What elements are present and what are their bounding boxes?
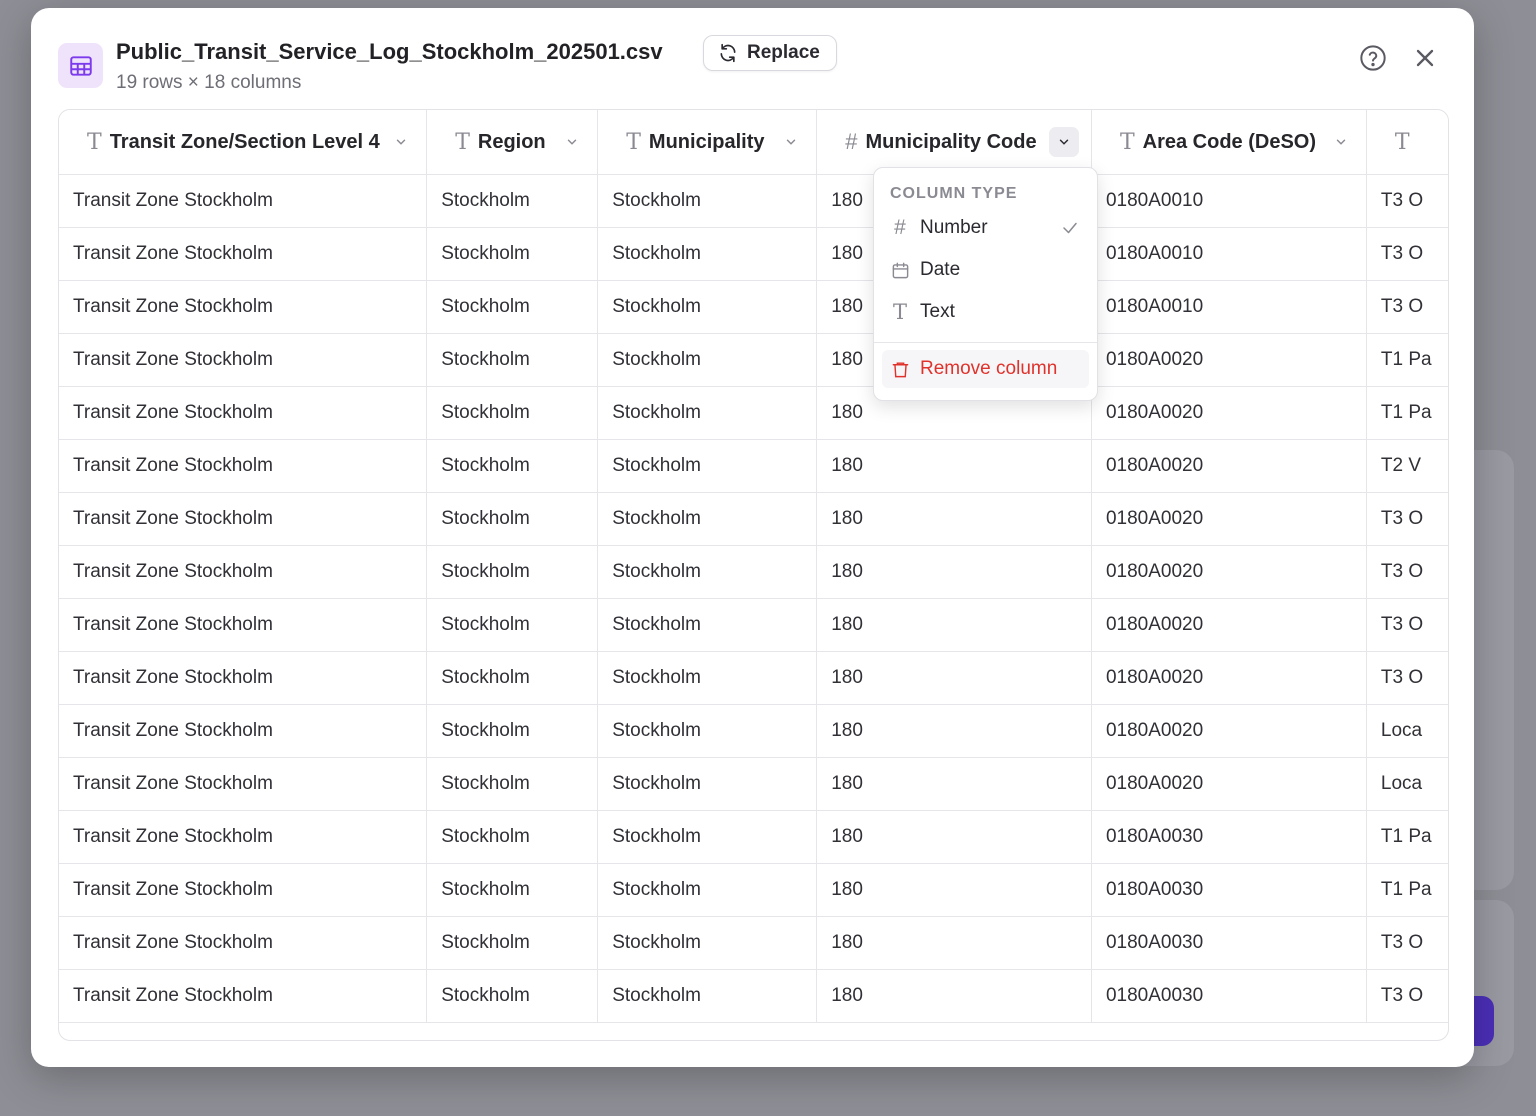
table-cell: 180 <box>817 175 1092 228</box>
table-cell: 180 <box>817 387 1092 440</box>
table-cell: 180 <box>817 652 1092 705</box>
table-cell: 180 <box>817 334 1092 387</box>
table-cell: 180 <box>817 440 1092 493</box>
table-cell: 180 <box>817 970 1092 1023</box>
table-cell: Stockholm <box>427 175 598 228</box>
table-cell: Transit Zone Stockholm <box>59 599 427 652</box>
table-cell: Stockholm <box>598 175 817 228</box>
table-row <box>59 546 1448 599</box>
menu-heading: COLUMN TYPE <box>890 185 1018 202</box>
table-cell: Transit Zone Stockholm <box>59 281 427 334</box>
table-cell: Stockholm <box>598 652 817 705</box>
table-cell: 0180A0020 <box>1091 493 1366 546</box>
chevron-down-icon[interactable] <box>1334 135 1348 149</box>
table-cell: 0180A0030 <box>1091 970 1366 1023</box>
table-cell: Stockholm <box>598 228 817 281</box>
table-cell: Stockholm <box>598 917 817 970</box>
chevron-down-icon[interactable] <box>1049 127 1079 157</box>
table-cell: 0180A0020 <box>1091 758 1366 811</box>
table-cell: 0180A0030 <box>1091 917 1366 970</box>
column-header-label: Area Code (DeSO) <box>1142 130 1317 153</box>
table-row <box>59 599 1448 652</box>
table-cell: Loca <box>1366 705 1448 758</box>
table-cell: Stockholm <box>427 228 598 281</box>
csv-preview-modal <box>31 8 1474 1067</box>
text-type-icon: T <box>1119 129 1135 155</box>
table-cell: Stockholm <box>427 387 598 440</box>
table-row <box>59 864 1448 917</box>
column-header[interactable] <box>1091 110 1366 175</box>
table-cell: 0180A0020 <box>1091 652 1366 705</box>
file-dimensions: 19 rows × 18 columns <box>116 72 302 93</box>
column-header[interactable] <box>817 110 1092 175</box>
column-header[interactable] <box>1366 110 1448 175</box>
table-cell: Stockholm <box>598 334 817 387</box>
table-cell: Loca <box>1366 758 1448 811</box>
table-cell: Stockholm <box>427 811 598 864</box>
table-cell: 0180A0020 <box>1091 440 1366 493</box>
hash-icon: # <box>894 216 906 239</box>
text-type-icon: T <box>455 129 470 155</box>
table-cell: Stockholm <box>427 970 598 1023</box>
table-cell: 180 <box>817 811 1092 864</box>
table-cell: Stockholm <box>598 493 817 546</box>
table-cell: T1 Pa <box>1366 334 1448 387</box>
table-cell: 180 <box>817 546 1092 599</box>
table-cell: Stockholm <box>598 758 817 811</box>
table-cell: Transit Zone Stockholm <box>59 228 427 281</box>
table-cell: 180 <box>817 493 1092 546</box>
table-cell: Stockholm <box>598 811 817 864</box>
table-cell: 0180A0020 <box>1091 546 1366 599</box>
table-row <box>59 811 1448 864</box>
menu-item-label: Text <box>920 301 955 322</box>
table-cell: Stockholm <box>427 599 598 652</box>
table-cell: Transit Zone Stockholm <box>59 705 427 758</box>
table-row <box>59 228 1448 281</box>
table-cell: 0180A0020 <box>1091 334 1366 387</box>
table-row <box>59 175 1448 228</box>
table-cell: 180 <box>817 705 1092 758</box>
refresh-icon <box>718 43 738 63</box>
table-cell: Stockholm <box>598 440 817 493</box>
table-cell: 0180A0020 <box>1091 599 1366 652</box>
table-row <box>59 281 1448 334</box>
table-cell: T1 Pa <box>1366 387 1448 440</box>
table-cell: 180 <box>817 599 1092 652</box>
table-cell: Stockholm <box>598 546 817 599</box>
table-cell: 0180A0020 <box>1091 387 1366 440</box>
table-cell: Stockholm <box>598 387 817 440</box>
table-cell: Transit Zone Stockholm <box>59 864 427 917</box>
table-cell: 0180A0030 <box>1091 811 1366 864</box>
table-cell: T3 O <box>1366 970 1448 1023</box>
replace-button[interactable] <box>703 35 837 71</box>
replace-label: Replace <box>747 42 820 63</box>
menu-item-date[interactable] <box>882 251 1089 289</box>
remove-column-label: Remove column <box>920 358 1058 379</box>
table-row <box>59 917 1448 970</box>
table-cell: T1 Pa <box>1366 811 1448 864</box>
table-cell: Stockholm <box>598 864 817 917</box>
table-cell: Transit Zone Stockholm <box>59 970 427 1023</box>
table-cell: Stockholm <box>427 864 598 917</box>
table-cell: T1 Pa <box>1366 864 1448 917</box>
table-cell: Transit Zone Stockholm <box>59 546 427 599</box>
table-cell: Transit Zone Stockholm <box>59 811 427 864</box>
table-row <box>59 758 1448 811</box>
table-cell: T3 O <box>1366 228 1448 281</box>
file-name: Public_Transit_Service_Log_Stockholm_202501.csv <box>116 39 663 64</box>
table-body <box>59 175 1448 1023</box>
table-cell: T3 O <box>1366 599 1448 652</box>
column-header[interactable] <box>427 110 598 175</box>
table-cell: Stockholm <box>427 440 598 493</box>
calendar-icon <box>890 261 910 280</box>
table-file-icon <box>58 43 103 88</box>
column-header[interactable] <box>59 110 427 175</box>
trash-icon <box>890 360 910 379</box>
menu-divider <box>874 342 1097 343</box>
column-header-label: Transit Zone/Section Level 4 <box>109 130 380 153</box>
table-cell: 180 <box>817 758 1092 811</box>
table-cell: T3 O <box>1366 917 1448 970</box>
column-header[interactable] <box>598 110 817 175</box>
table-cell: Transit Zone Stockholm <box>59 334 427 387</box>
table-cell: Transit Zone Stockholm <box>59 652 427 705</box>
chevron-down-icon[interactable] <box>565 135 579 149</box>
table-row <box>59 440 1448 493</box>
table-cell: Stockholm <box>427 758 598 811</box>
table-cell: Stockholm <box>427 652 598 705</box>
table-cell: Stockholm <box>427 281 598 334</box>
remove-column-button[interactable] <box>882 350 1089 388</box>
menu-item-label: Number <box>920 217 988 238</box>
column-type-menu <box>873 167 1098 401</box>
table-cell: Stockholm <box>598 970 817 1023</box>
table-cell: T3 O <box>1366 493 1448 546</box>
text-type-icon: T <box>1394 129 1410 155</box>
data-preview-table[interactable] <box>58 109 1449 1041</box>
chevron-down-icon[interactable] <box>784 135 798 149</box>
table-cell: Transit Zone Stockholm <box>59 440 427 493</box>
table-cell: 0180A0010 <box>1091 281 1366 334</box>
table-row <box>59 652 1448 705</box>
table-row <box>59 493 1448 546</box>
table-cell: 180 <box>817 228 1092 281</box>
text-type-icon: T <box>87 129 102 155</box>
column-header-label: Municipality Code <box>865 130 1037 153</box>
check-icon <box>1061 219 1079 237</box>
table-cell: T3 O <box>1366 546 1448 599</box>
table-cell: 0180A0010 <box>1091 228 1366 281</box>
table-cell: 180 <box>817 864 1092 917</box>
table-cell: T3 O <box>1366 652 1448 705</box>
table-cell: Stockholm <box>427 334 598 387</box>
table-cell: Transit Zone Stockholm <box>59 387 427 440</box>
menu-item-text[interactable] <box>882 293 1089 331</box>
help-icon[interactable] <box>1359 44 1387 72</box>
table-row <box>59 387 1448 440</box>
hash-icon: # <box>845 129 858 154</box>
table-cell: 0180A0020 <box>1091 705 1366 758</box>
table-cell: 0180A0010 <box>1091 175 1366 228</box>
column-header-label: Region <box>477 130 546 153</box>
table-cell: T3 O <box>1366 281 1448 334</box>
table-cell: Transit Zone Stockholm <box>59 917 427 970</box>
table-cell: Transit Zone Stockholm <box>59 493 427 546</box>
close-icon[interactable] <box>1411 44 1439 72</box>
table-cell: Stockholm <box>427 705 598 758</box>
table-cell: Stockholm <box>427 546 598 599</box>
table-cell: Transit Zone Stockholm <box>59 175 427 228</box>
table-cell: 180 <box>817 917 1092 970</box>
menu-item-number[interactable] <box>882 209 1089 247</box>
table-cell: Stockholm <box>427 493 598 546</box>
table-cell: T3 O <box>1366 175 1448 228</box>
table-row <box>59 705 1448 758</box>
menu-item-label: Date <box>920 259 961 280</box>
table-cell: Stockholm <box>598 705 817 758</box>
table-cell: Stockholm <box>427 917 598 970</box>
table-header-row <box>59 110 1448 175</box>
table-row <box>59 970 1448 1023</box>
table-cell: Transit Zone Stockholm <box>59 758 427 811</box>
table-cell: 180 <box>817 281 1092 334</box>
table-cell: T2 V <box>1366 440 1448 493</box>
column-header-label: Municipality <box>648 130 765 153</box>
table-cell: Stockholm <box>598 599 817 652</box>
chevron-down-icon[interactable] <box>394 135 408 149</box>
table-cell: Stockholm <box>598 281 817 334</box>
text-type-icon: T <box>892 300 907 324</box>
table-cell: 0180A0030 <box>1091 864 1366 917</box>
text-type-icon: T <box>626 129 641 155</box>
table-row <box>59 334 1448 387</box>
